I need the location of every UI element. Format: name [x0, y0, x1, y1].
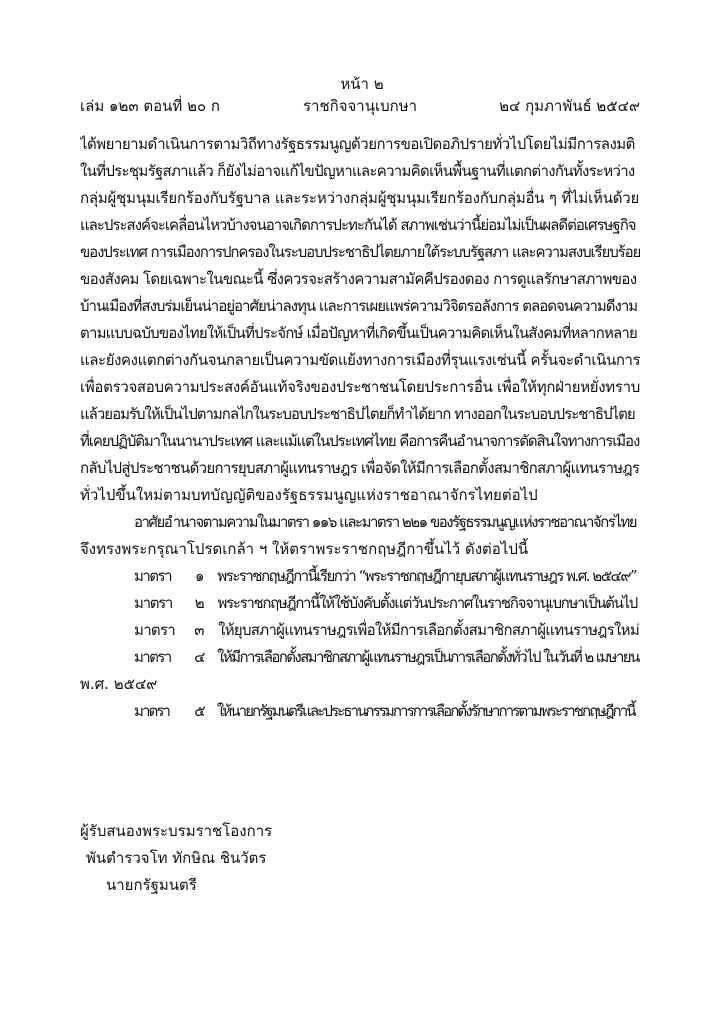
section-label: มาตรา [134, 702, 170, 720]
text-line: กลับไปสู่ประชาชนด้วยการยุบสภาผู้แทนราษฎร เพื่อจัดให้มีการเลือกตั้งสมาชิกสภาผู้แทนราษฎร [80, 459, 640, 477]
signatory-name: พันตำรวจโท ทักษิณ ชินวัตร [86, 849, 267, 867]
text-line: และยังคงแตกต่างกันจนกลายเป็นความขัดแย้งทางการเมืองที่รุนแรงเช่นนี้ ครั้นจะดำเนินการ [80, 351, 640, 369]
signature-block [80, 818, 480, 899]
section-number: ๒ [194, 594, 204, 612]
text-line: ของประเทศ การเมืองการปกครองในระบอบประชาธิปไตยภายใต้ระบบรัฐสภา และความสงบเรียบร้อย [80, 243, 640, 261]
decree-body [80, 131, 640, 725]
section-text: พระราชกฤษฎีกานี้ให้ใช้บังคับตั้งแต่วันประกาศในราชกิจจานุเบกษาเป็นต้นไป [217, 594, 638, 612]
text-line: ทั่วไปขึ้นใหม่ตามบทบัญญัติของรัฐธรรมนูญแห่งราชอาณาจักรไทยต่อไป [80, 486, 538, 504]
text-line: อาศัยอำนาจตามความในมาตรา ๑๑๖ และมาตรา ๒๒๑ ของรัฐธรรมนูญแห่งราชอาณาจักรไทย [134, 513, 637, 531]
publication-date: ๒๔ กุมภาพันธ์ ๒๕๔๙ [499, 97, 640, 115]
section-2 [80, 590, 640, 617]
section-label: มาตรา [134, 621, 176, 639]
page-number: หน้า ๒ [340, 75, 384, 93]
text-line: ตามแบบฉบับของไทยให้เป็นที่ประจักษ์ เมื่อปัญหาที่เกิดขึ้นเป็นความคิดเห็นในสังคมที่หลากหลาย [80, 324, 638, 342]
text-line: บ้านเมืองที่สงบร่มเย็นน่าอยู่อาศัยน่าลงทุน และการเผยแพร่ความวิจิตรอลังการ ตลอดจนความดีงาม [80, 297, 638, 315]
section-text: ให้ยุบสภาผู้แทนราษฎรเพื่อให้มีการเลือกตั้งสมาชิกสภาผู้แทนราษฎรใหม่ [218, 621, 640, 639]
text-line: กลุ่มผู้ชุมนุมเรียกร้องกับรัฐบาล และระหว่างกลุ่มผู้ชุมนุมเรียกร้องกับกลุ่มอื่น ๆ ที่ไม่เห็นด้วย [80, 189, 640, 207]
section-text: พระราชกฤษฎีกานี้เรียกว่า “พระราชกฤษฎีกายุบสภาผู้แทนราษฎร พ.ศ. ๒๕๔๙” [217, 567, 637, 585]
section-number: ๓ [194, 621, 204, 639]
section-number: ๑ [194, 567, 204, 585]
section-1 [80, 563, 640, 590]
section-label: มาตรา [134, 567, 172, 585]
section-label: มาตรา [134, 594, 173, 612]
publication-name: ราชกิจจานุเบกษา [302, 97, 418, 115]
volume-issue: เล่ม ๑๒๓ ตอนที่ ๒๐ ก [80, 97, 220, 115]
text-line: และประสงค์จะเคลื่อนไหวบ้างจนอาจเกิดการปะทะกันได้ สภาพเช่นว่านี้ย่อมไม่เป็นผลดีต่อเศรษฐกิจ [80, 216, 636, 234]
section-3 [80, 617, 640, 644]
section-5 [80, 698, 640, 725]
text-line: แล้วยอมรับให้เป็นไปตามกลไกในระบอบประชาธิปไตยก็ทำได้ยาก ทางออกในระบอบประชาธิปไตย [80, 405, 635, 423]
running-header [80, 94, 640, 116]
text-line: ในที่ประชุมรัฐสภาแล้ว ก็ยังไม่อาจแก้ไขปัญหาและความคิดเห็นพื้นฐานที่แตกต่างกันทั้งระหว่าง [80, 162, 635, 180]
section-label: มาตรา [134, 648, 171, 666]
section-text: ให้นายกรัฐมนตรีและประธานกรรมการการเลือกตั้งรักษาการตามพระราชกฤษฎีกานี้ [216, 702, 635, 720]
text-line: ที่เคยปฏิบัติมาในนานาประเทศ และแม้แต่ในประเทศไทย คือการคืนอำนาจการตัดสินใจทางการเมือง [80, 432, 640, 450]
text-line: เพื่อตรวจสอบความประสงค์อันแท้จริงของประชาชนโดยประการอื่น เพื่อให้ทุกฝ่ายหยั่งทราบ [80, 378, 640, 396]
section-number: ๕ [194, 702, 204, 720]
countersign-line: ผู้รับสนองพระบรมราชโองการ [80, 822, 273, 840]
signatory-title: นายกรัฐมนตรี [106, 876, 197, 894]
text-line: ของสังคม โดยเฉพาะในขณะนี้ ซึ่งควรจะสร้างความสามัคคีปรองดอง การดูแลรักษาสภาพของ [80, 270, 637, 288]
paragraph-authority [80, 509, 640, 563]
paragraph-preamble [80, 131, 640, 509]
text-line: จึงทรงพระกรุณาโปรดเกล้า ฯ ให้ตราพระราชกฤษฎีกาขึ้นไว้ ดังต่อไปนี้ [80, 540, 529, 558]
section-list [80, 563, 640, 725]
text-line: ได้พยายามดำเนินการตามวิถีทางรัฐธรรมนูญด้วยการขอเปิดอภิปรายทั่วไปโดยไม่มีการลงมติ [80, 135, 635, 153]
section-text: ให้มีการเลือกตั้งสมาชิกสภาผู้แทนราษฎรเป็นการเลือกตั้งทั่วไป ในวันที่ ๒ เมษายน [217, 648, 639, 666]
section-number: ๔ [194, 648, 204, 666]
section-4 [80, 644, 640, 671]
section-4-continuation: พ.ศ. ๒๕๔๙ [80, 675, 158, 693]
